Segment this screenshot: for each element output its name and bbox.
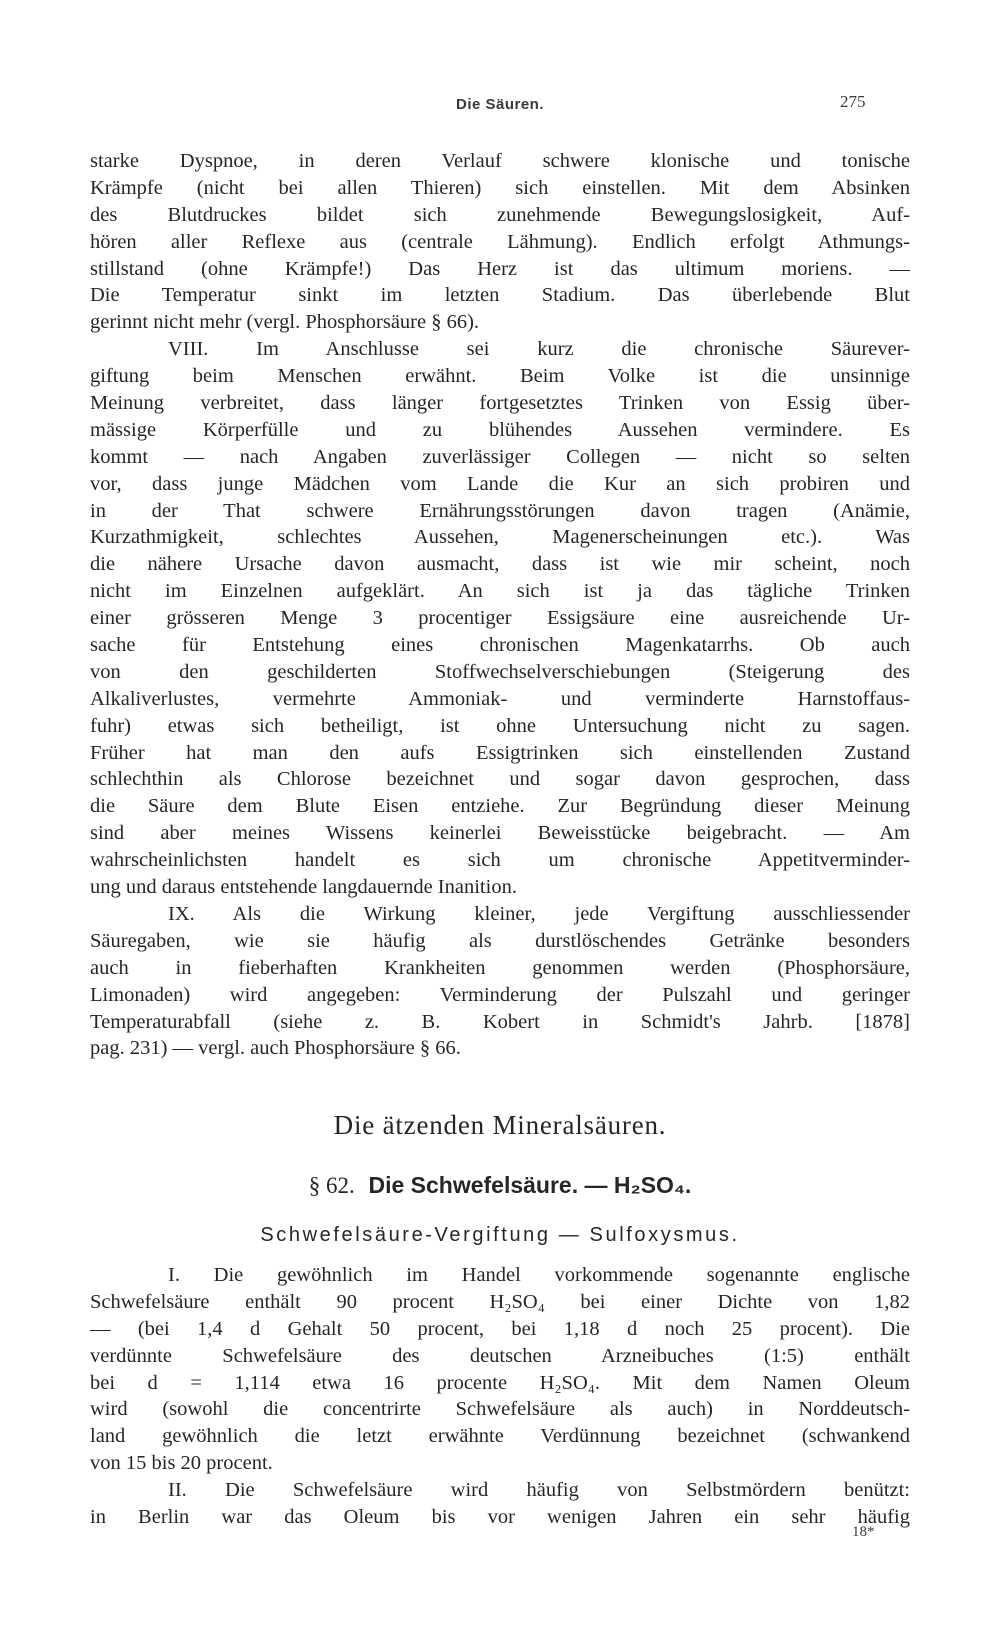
- text-line: VIII. Im Anschlusse sei kurz die chronische Säurever-: [168, 338, 910, 361]
- chapter-heading: Die ätzenden Mineralsäuren.: [333, 1110, 667, 1140]
- text-line: Schwefelsäure enthält 90 procent H₂SO₄ bei einer Dichte von 1,82: [90, 1290, 910, 1313]
- text-line: sache für Entstehung eines chronischen Magenkatarrhs. Ob auch: [90, 634, 910, 657]
- section-title: Die Schwefelsäure. — H₂SO₄.: [368, 1172, 692, 1198]
- text-line: Temperaturabfall (siehe z. B. Kobert in Schmidt's Jahrb. [1878]: [90, 1010, 910, 1033]
- text-line: Krämpfe (nicht bei allen Thieren) sich einstellen. Mit dem Absinken: [90, 176, 910, 199]
- text-line: auch in fieberhaften Krankheiten genommen werden (Phosphorsäure,: [90, 956, 910, 979]
- text-block-lower: [90, 1262, 910, 1531]
- text-line: in Berlin war das Oleum bis vor wenigen Jahren ein sehr häufig: [90, 1506, 910, 1529]
- page-number: 275: [840, 92, 866, 111]
- text-line: Alkaliverlustes, vermehrte Ammoniak- und verminderte Harnstoffaus-: [90, 687, 910, 710]
- text-line: gerinnt nicht mehr (vergl. Phosphorsäure § 66).: [90, 311, 480, 334]
- text-line: wird (sowohl die concentrirte Schwefelsäure als auch) in Norddeutsch-: [90, 1398, 910, 1421]
- text-line: — (bei 1,4 d Gehalt 50 procent, bei 1,18 d noch 25 procent). Die: [90, 1317, 910, 1340]
- text-line: kommt — nach Angaben zuverlässiger Collegen — nicht so selten: [90, 445, 910, 468]
- text-line: land gewöhnlich die letzt erwähnte Verdünnung bezeichnet (schwankend: [90, 1425, 910, 1448]
- text-line: wahrscheinlichsten handelt es sich um chronische Appetitverminder-: [90, 849, 910, 872]
- text-line: fuhr) etwas sich betheiligt, ist ohne Untersuchung nicht zu sagen.: [90, 714, 910, 737]
- text-line: von den geschilderten Stoffwechselverschiebungen (Steigerung des: [90, 660, 910, 683]
- text-line: starke Dyspnoe, in deren Verlauf schwere klonische und tonische: [90, 150, 910, 172]
- text-line: die Säure dem Blute Eisen entziehe. Zur Begründung dieser Meinung: [90, 795, 910, 818]
- text-line: nicht im Einzelnen aufgeklärt. An sich ist ja das tägliche Trinken: [90, 580, 910, 603]
- text-line: Die Temperatur sinkt im letzten Stadium. Das überlebende Blut: [90, 284, 910, 307]
- text-line: Kurzathmigkeit, schlechtes Aussehen, Magenerscheinungen etc.). Was: [90, 526, 910, 549]
- text-line: mässige Körperfülle und zu blühendes Aussehen vermindere. Es: [90, 418, 910, 441]
- section-heading: [0, 1172, 1000, 1199]
- text-line: die nähere Ursache davon ausmacht, dass ist wie mir scheint, noch: [90, 553, 910, 576]
- text-line: II. Die Schwefelsäure wird häufig von Selbstmördern benützt:: [168, 1479, 910, 1502]
- text-block-upper: [90, 148, 910, 1062]
- text-line: von 15 bis 20 procent.: [90, 1452, 273, 1475]
- text-line: IX. Als die Wirkung kleiner, jede Vergiftung ausschliessender: [168, 902, 910, 925]
- text-line: ung und daraus entstehende langdauernde Inanition.: [90, 876, 517, 899]
- text-line: vor, dass junge Mädchen vom Lande die Kur an sich probiren und: [90, 472, 910, 495]
- signature-mark: 18*: [852, 1524, 875, 1540]
- text-line: Meinung verbreitet, dass länger fortgesetztes Trinken von Essig über-: [90, 392, 910, 415]
- text-line: des Blutdruckes bildet sich zunehmende Bewegungslosigkeit, Auf-: [90, 203, 910, 226]
- text-line: bei d = 1,114 etwa 16 procente H₂SO₄. Mit dem Namen Oleum: [90, 1371, 910, 1394]
- text-line: verdünnte Schwefelsäure des deutschen Arzneibuches (1:5) enthält: [90, 1344, 910, 1367]
- text-line: stillstand (ohne Krämpfe!) Das Herz ist das ultimum moriens. —: [90, 257, 910, 280]
- text-line: schlechthin als Chlorose bezeichnet und sogar davon gesprochen, dass: [90, 768, 910, 791]
- text-line: giftung beim Menschen erwähnt. Beim Volke ist die unsinnige: [90, 365, 910, 388]
- text-line: Limonaden) wird angegeben: Verminderung der Pulszahl und geringer: [90, 983, 910, 1006]
- text-line: Säuregaben, wie sie häufig als durstlöschendes Getränke besonders: [90, 929, 910, 952]
- sub-heading: Schwefelsäure-Vergiftung — Sulfoxysmus.: [260, 1224, 740, 1246]
- text-line: I. Die gewöhnlich im Handel vorkommende sogenannte englische: [168, 1264, 910, 1286]
- text-line: sind aber meines Wissens keinerlei Beweisstücke beigebracht. — Am: [90, 822, 910, 845]
- text-line: einer grösseren Menge 3 procentiger Essigsäure eine ausreichende Ur-: [90, 607, 910, 630]
- running-header: Die Säuren.: [455, 96, 545, 113]
- text-line: pag. 231) — vergl. auch Phosphorsäure § 66.: [90, 1037, 461, 1060]
- text-line: in der That schwere Ernährungsstörungen davon tragen (Anämie,: [90, 499, 910, 522]
- text-line: hören aller Reflexe aus (centrale Lähmung). Endlich erfolgt Athmungs-: [90, 230, 910, 253]
- section-number: § 62.: [308, 1173, 355, 1198]
- text-line: Früher hat man den aufs Essigtrinken sich einstellenden Zustand: [90, 741, 910, 764]
